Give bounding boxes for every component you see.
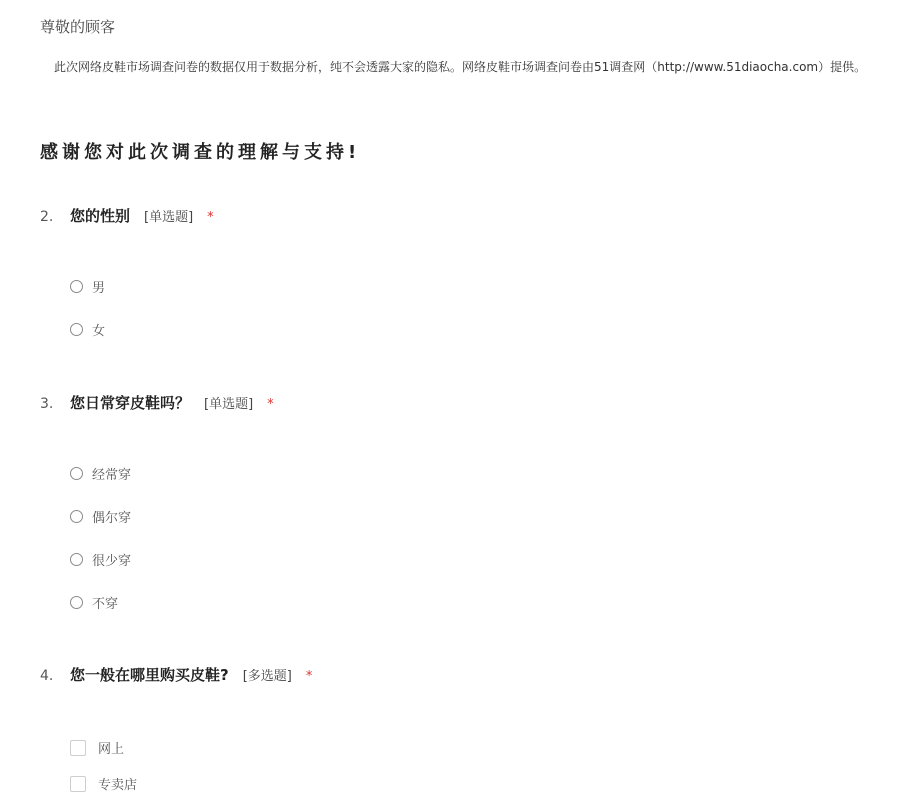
checkbox[interactable] (70, 776, 86, 792)
radio-button[interactable] (70, 510, 83, 523)
option-label: 专卖店 (98, 778, 138, 793)
option-female[interactable] (70, 320, 105, 339)
question-type-label: [单选题] (144, 210, 194, 225)
checkbox[interactable] (70, 740, 86, 756)
radio-button[interactable] (70, 553, 83, 566)
thanks-heading: 感谢您对此次调查的理解与支持! (40, 142, 361, 163)
greeting-text: 尊敬的顾客 (40, 18, 116, 36)
question-3-header (40, 392, 274, 413)
radio-button[interactable] (70, 323, 83, 336)
question-title: 您一般在哪里购买皮鞋? (70, 666, 229, 684)
question-number: 3. (40, 396, 54, 412)
question-title: 您的性别 (70, 207, 131, 225)
option-never[interactable] (70, 593, 118, 612)
option-label: 经常穿 (92, 468, 132, 483)
option-label: 很少穿 (92, 554, 132, 569)
option-sometimes[interactable] (70, 507, 131, 526)
option-store[interactable] (70, 774, 137, 793)
question-number: 4. (40, 668, 54, 684)
required-marker: * (207, 210, 214, 225)
required-marker: * (305, 669, 313, 684)
radio-button[interactable] (70, 467, 83, 480)
question-4-header (40, 664, 312, 685)
option-often[interactable] (70, 464, 131, 483)
option-label: 女 (92, 324, 106, 339)
question-number: 2. (40, 209, 54, 225)
option-label: 不穿 (92, 597, 119, 612)
option-male[interactable] (70, 277, 105, 296)
option-rarely[interactable] (70, 550, 131, 569)
question-type-label: [单选题] (204, 397, 254, 412)
option-label: 偶尔穿 (92, 511, 132, 526)
radio-button[interactable] (70, 280, 83, 293)
question-2-header (40, 205, 214, 226)
intro-text: 此次网络皮鞋市场调查问卷的数据仅用于数据分析，纯不会透露大家的隐私。网络皮鞋市场调查问卷由51调查网（http://www.51diaocha.com）提供。 (54, 60, 867, 74)
option-label: 网上 (98, 742, 125, 757)
option-online[interactable] (70, 738, 124, 757)
required-marker: * (267, 397, 274, 412)
radio-button[interactable] (70, 596, 83, 609)
question-type-label: [多选题] (242, 669, 292, 684)
option-label: 男 (92, 281, 106, 296)
question-title: 您日常穿皮鞋吗？ (70, 394, 191, 412)
